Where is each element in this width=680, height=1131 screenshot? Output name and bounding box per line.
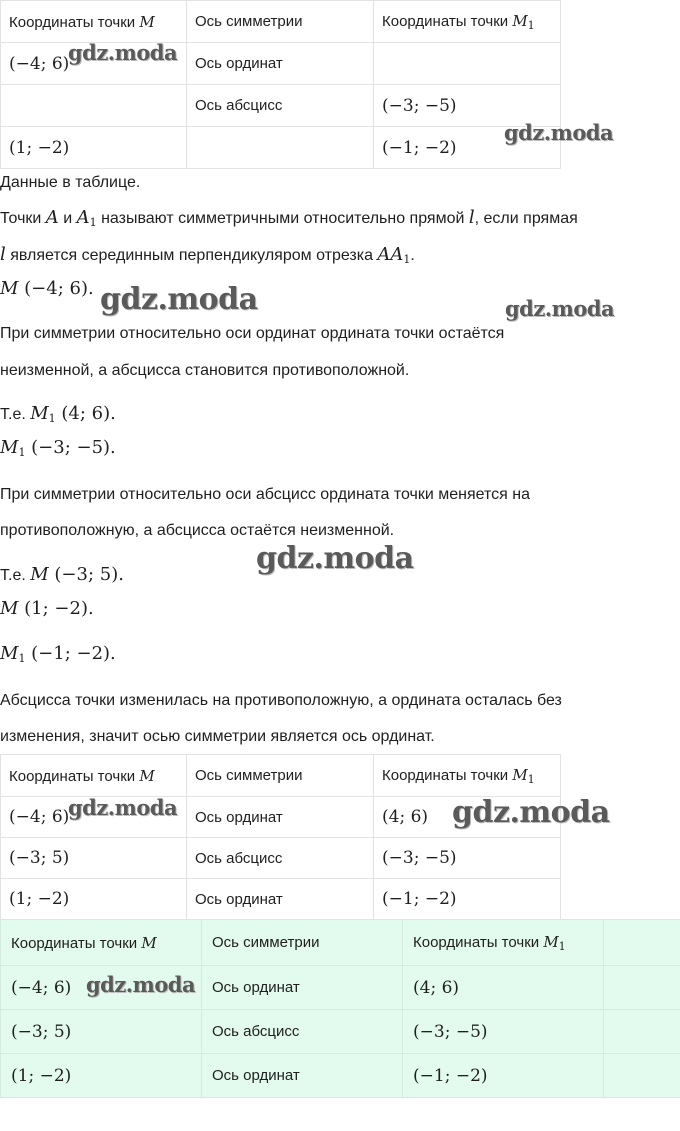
cell-m1: (−3; −5) bbox=[374, 838, 561, 879]
table-row bbox=[1, 879, 561, 920]
equation-m1-result-1: Т.е. $M_1$ (4; 6). bbox=[0, 403, 116, 425]
header-coords-m1: Координаты точки $M_1$ bbox=[403, 920, 604, 966]
cell-m1: (−1; −2) bbox=[374, 879, 561, 920]
watermark-logo: gdz.moda bbox=[504, 120, 614, 145]
ordinate-rule-line-2: неизменной, а абсцисса становится противоположной. bbox=[0, 362, 410, 379]
header-coords-m: Координаты точки M bbox=[1, 1, 187, 43]
cell-axis: Ось ординат bbox=[187, 879, 374, 920]
cell-axis: Ось ординат bbox=[187, 43, 374, 85]
cell-axis: Ось ординат bbox=[202, 1054, 403, 1098]
header-axis: Ось симметрии bbox=[187, 1, 374, 43]
table-row bbox=[1, 1010, 680, 1054]
cell-m: (−4; 6) bbox=[1, 797, 187, 838]
cell-m1: (−3; −5) bbox=[374, 85, 561, 127]
cell-axis bbox=[187, 127, 374, 169]
filled-table bbox=[0, 754, 561, 920]
cell-m: (−4; 6) bbox=[1, 43, 187, 85]
cell-m1: (−1; −2) bbox=[403, 1054, 604, 1098]
cell-m: (−4; 6) bbox=[1, 966, 202, 1010]
cell-axis: Ось абсцисс bbox=[187, 838, 374, 879]
cell-m: (−3; 5) bbox=[1, 838, 187, 879]
watermark-logo: gdz.moda bbox=[68, 795, 178, 820]
cell-m1: (−1; −2) bbox=[374, 127, 561, 169]
header-axis: Ось симметрии bbox=[202, 920, 403, 966]
header-coords-m: Координаты точки M bbox=[1, 920, 202, 966]
abscissa-rule-line-2: противоположную, а абсцисса остаётся неизменной. bbox=[0, 522, 395, 539]
cell-m: (1; −2) bbox=[1, 1054, 202, 1098]
cell-axis: Ось ординат bbox=[202, 966, 403, 1010]
watermark-logo: gdz.moda bbox=[256, 541, 414, 576]
header-axis: Ось симметрии bbox=[187, 755, 374, 797]
cell-m: (1; −2) bbox=[1, 879, 187, 920]
conclusion-line-2: изменения, значит осью симметрии является ось ординат. bbox=[0, 728, 435, 745]
table-header-row bbox=[1, 1, 561, 43]
cell-axis: Ось абсцисс bbox=[187, 85, 374, 127]
table-header-row bbox=[1, 755, 561, 797]
table-row bbox=[1, 838, 561, 879]
abscissa-rule-line-1: При симметрии относительно оси абсцисс ордината точки меняется на bbox=[0, 486, 531, 503]
definition-line-1: Точки A и $A_1$ называют симметричными относительно прямой l, если прямая bbox=[0, 207, 578, 229]
watermark-logo: gdz.moda bbox=[452, 795, 610, 830]
equation-m-result-2: Т.е. M (−3; 5). bbox=[0, 564, 124, 585]
equation-m1-given-3: $M_1$ (−1; −2). bbox=[0, 643, 116, 665]
table-header-row bbox=[1, 920, 680, 966]
cell-m: (1; −2) bbox=[1, 127, 187, 169]
cell-m1 bbox=[374, 43, 561, 85]
cell-m1: (4; 6) bbox=[403, 966, 604, 1010]
cell-m1: (4; 6) bbox=[374, 797, 561, 838]
equation-m-given: M (−4; 6). bbox=[0, 278, 94, 299]
cell-axis: Ось ординат bbox=[187, 797, 374, 838]
empty-cell bbox=[604, 920, 680, 966]
cell-m1: (−3; −5) bbox=[403, 1010, 604, 1054]
data-in-table-text: Данные в таблице. bbox=[0, 174, 141, 191]
equation-m1-given-2: $M_1$ (−3; −5). bbox=[0, 437, 116, 459]
header-coords-m: Координаты точки M bbox=[1, 755, 187, 797]
table-row bbox=[1, 1054, 680, 1098]
cell-axis: Ось абсцисс bbox=[202, 1010, 403, 1054]
table-row bbox=[1, 127, 561, 169]
empty-cell bbox=[604, 966, 680, 1010]
header-coords-m1: Координаты точки $M_1$ bbox=[374, 1, 561, 43]
answer-table bbox=[0, 919, 680, 1098]
equation-m-given-3: M (1; −2). bbox=[0, 598, 94, 619]
watermark-logo: gdz.moda bbox=[86, 972, 196, 997]
watermark-logo: gdz.moda bbox=[505, 296, 615, 321]
task-table bbox=[0, 0, 561, 169]
ordinate-rule-line-1: При симметрии относительно оси ординат ордината точки остаётся bbox=[0, 325, 505, 342]
cell-m bbox=[1, 85, 187, 127]
header-coords-m1: Координаты точки $M_1$ bbox=[374, 755, 561, 797]
cell-m: (−3; 5) bbox=[1, 1010, 202, 1054]
watermark-logo: gdz.moda bbox=[68, 40, 178, 65]
empty-cell bbox=[604, 1054, 680, 1098]
watermark-logo: gdz.moda bbox=[100, 282, 258, 317]
empty-cell bbox=[604, 1010, 680, 1054]
table-row bbox=[1, 85, 561, 127]
conclusion-line-1: Абсцисса точки изменилась на противоположную, а ордината осталась без bbox=[0, 692, 562, 709]
definition-line-2: l является серединным перпендикуляром отрезка $AA_1$. bbox=[0, 244, 415, 266]
